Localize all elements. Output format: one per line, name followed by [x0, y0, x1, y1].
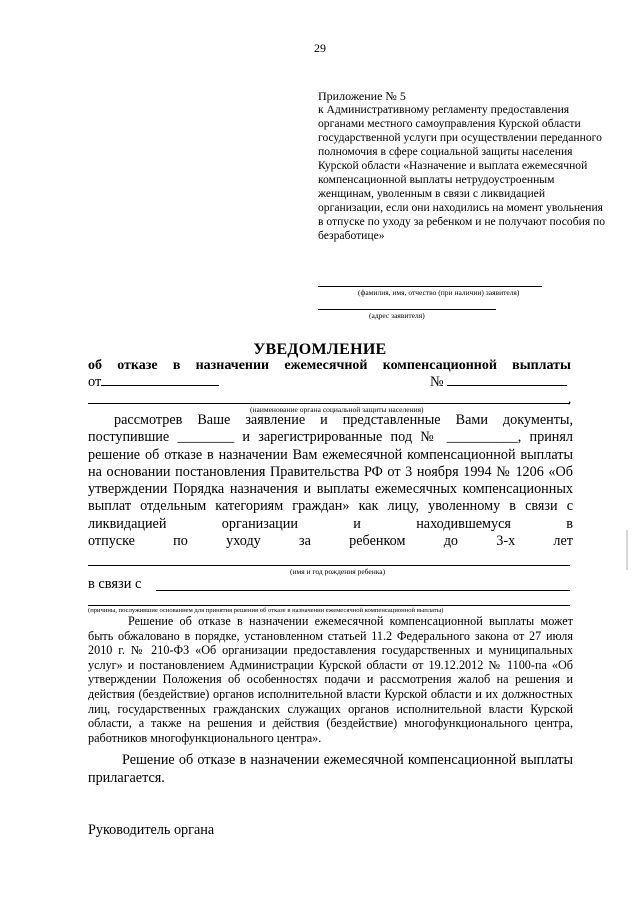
reason-caption: (причины, послужившие основанием для принятия решения об отказе в назначении ежемесячной компенсационной выплаты): [88, 607, 444, 614]
number-label: №: [430, 374, 444, 390]
organ-line: [88, 403, 570, 404]
child-line: [88, 565, 570, 566]
attachment-paragraph: Решение об отказе в назначении ежемесячной компенсационной выплаты прилагается.: [88, 752, 573, 786]
reason-line-2: [88, 605, 570, 606]
appeal-paragraph: Решение об отказе в назначении ежемесячной компенсационной выплаты может быть обжаловано в порядке, установленном статьей 11.2 Федерального закона от 27 июля 2010 г. № 210-ФЗ «Об организации предоставления государственных и муниципальных услуг» и постановлением Администрации Курской области от 19.12.2012 № 1100-па «Об утверждении Положения об особенностях подачи и рассмотрения жалоб на решения и действия (бездействие) органов исполнительной власти Курской области и их должностных лиц, государственных гражданских служащих органов исполнительной власти Курской области, а также на решения и действия (бездействие) многофункционального центра, работников многофункционального центра».: [88, 614, 573, 745]
main-paragraph-last-line: отпуске по уходу за ребенком до 3-х лет: [88, 533, 573, 550]
page-number: 29: [314, 41, 326, 55]
applicant-address-caption: (адрес заявителя): [369, 311, 425, 320]
applicant-name-line: [318, 286, 542, 287]
number-field-line: [447, 373, 567, 386]
notice-subheading: об отказе в назначении ежемесячной компенсационной выплаты: [88, 358, 571, 373]
child-caption: (имя и год рождения ребенка): [290, 567, 386, 576]
appendix-text: к Административному регламенту предоставления органами местного самоуправления Курской области государственной услуги при осуществлении переданного полномочия в сфере социальной защиты населения Курской области «Назначение и выплата ежемесячной компенсационной выплаты нетрудоустроенным женщинам, уволенным в связи с ликвидацией организации, если они находились на момент увольнения в отпуске по уходу за ребенком и не получают пособия по безработице»: [318, 103, 606, 242]
organ-caption: (наименование органа социальной защиты населения): [250, 405, 424, 414]
scan-artifact: [626, 530, 628, 570]
date-field-line: [101, 373, 219, 386]
organ-comma: ,: [568, 391, 572, 406]
reason-line-1: [156, 590, 570, 591]
appendix-title: Приложение № 5: [318, 89, 406, 103]
number-row: [430, 373, 567, 391]
date-row: [88, 373, 219, 391]
applicant-address-line: [318, 309, 496, 310]
main-paragraph-block: [88, 412, 573, 550]
applicant-name-caption: (фамилия, имя, отчество (при наличии) заявителя): [358, 288, 520, 297]
signer-label: Руководитель органа: [88, 822, 215, 838]
appendix-block: [318, 89, 608, 243]
notice-heading: УВЕДОМЛЕНИЕ: [253, 341, 387, 358]
reason-label: в связи с: [88, 576, 142, 592]
date-label: от: [88, 374, 102, 390]
main-paragraph: рассмотрев Ваше заявление и представленные Вами документы, поступившие ________ и зарегистрированные под № __________, принял решение об отказе в назначении Вам ежемесячной компенсационной выплаты на основании постановления Правительства РФ от 3 ноября 1994 № 1206 «Об утверждении Порядка назначения и выплаты ежемесячных компенсационных выплат отдельным категориям граждан» как лицу, уволенному в связи с ликвидацией организации и находившемуся в: [88, 412, 573, 532]
